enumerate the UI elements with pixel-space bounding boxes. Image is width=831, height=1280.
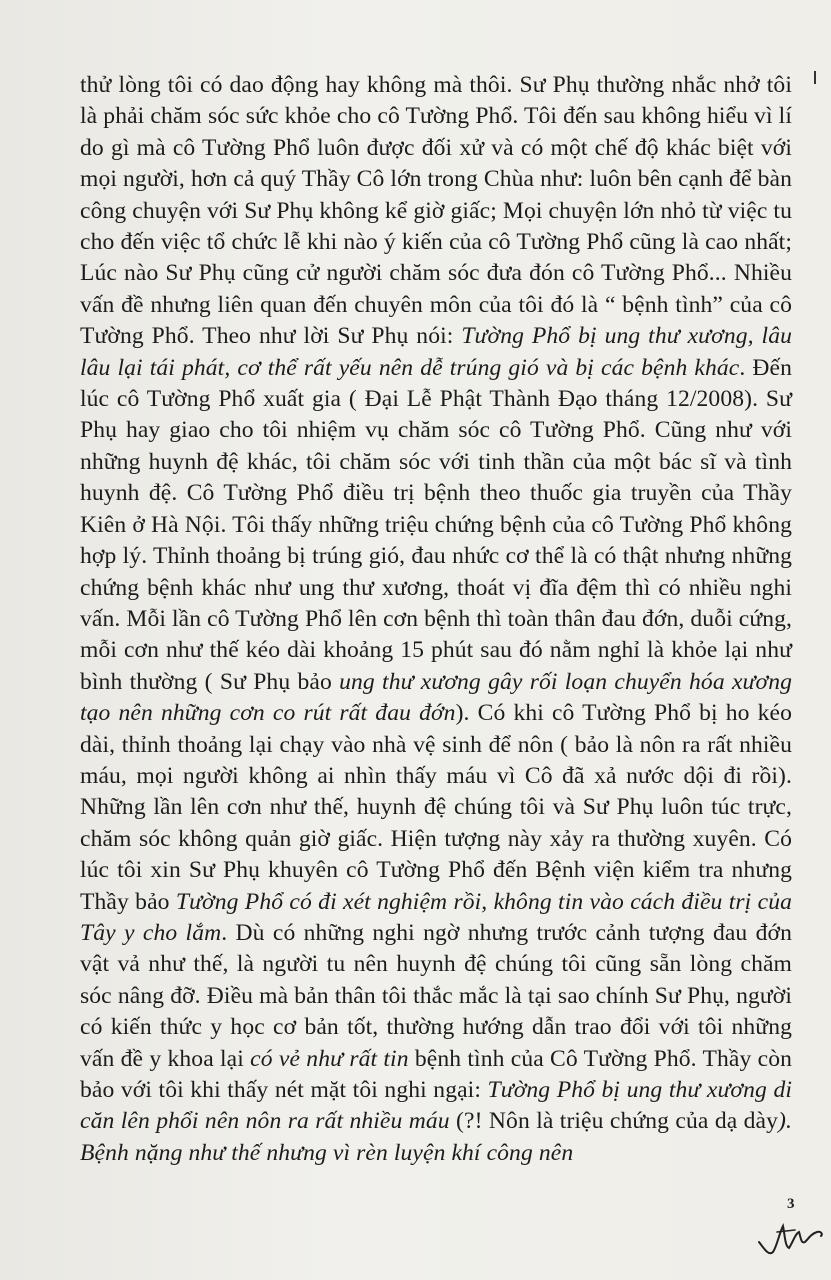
body-paragraph [80,70,792,1169]
italic-quote-6: ). Bệnh nặng như thế nhưng vì rèn luyện khí công nên [80,1108,792,1166]
text-run-2: . Đến lúc cô Tường Phổ xuất gia ( Đại Lễ Phật Thành Đạo tháng 12/2008). Sư Phụ hay giao cho tôi nhiệm vụ chăm sóc cô Tường Phổ. Cũng như với những huynh đệ khác, tôi chăm sóc với tinh thần của một bác sĩ và tình huynh đệ. Cô Tường Phổ điều trị bệnh theo thuốc gia truyền của Thầy Kiên ở Hà Nội. Tôi thấy những triệu chứng bệnh của cô Tường Phổ không hợp lý. Thỉnh thoảng bị trúng gió, đau nhức cơ thể là có thật nhưng những chứng bệnh khác như ung thư xương, thoát vị đĩa đệm thì có nhiều nghi vấn. Mỗi lần cô Tường Phổ lên cơn bệnh thì toàn thân đau đớn, duỗi cứng, mỗi cơn như thế kéo dài khoảng 15 phút sau đó nằm nghỉ là khỏe lại như bình thường ( Sư Phụ bảo [80,354,792,695]
italic-quote-1: Tường Phổ bị ung thư xương, lâu lâu lại tái phát, cơ thể rất yếu nên dễ trúng gió và bị các bệnh khác [80,323,792,381]
text-run-5: bệnh tình của Cô Tường Phổ. Thầy còn bảo với tôi khi thấy nét mặt tôi nghi ngại: [80,1045,792,1103]
italic-quote-5: Tường Phổ bị ung thư xương di căn lên phổi nên nôn ra rất nhiều máu [80,1077,792,1135]
handwritten-signature-icon [755,1212,825,1262]
text-run-3: ). Có khi cô Tường Phổ bị ho kéo dài, thỉnh thoảng lại chạy vào nhà vệ sinh để nôn ( bảo là nôn ra rất nhiều máu, mọi người không ai nhìn thấy máu vì Cô đã xả nước dội đi rồi). Những lần lên cơn như thế, huynh đệ chúng tôi và Sư Phụ luôn túc trực, chăm sóc không quản giờ giấc. Hiện tượng này xảy ra thường xuyên. Có lúc tôi xin Sư Phụ khuyên cô Tường Phổ đến Bệnh viện kiểm tra nhưng Thầy bảo [80,700,792,915]
italic-quote-2: ung thư xương gây rối loạn chuyển hóa xương tạo nên những cơn co rút rất đau đớn [80,668,792,727]
text-run-4: . Dù có những nghi ngờ nhưng trước cảnh tượng đau đớn vật vả như thế, là người tu nên huynh đệ chúng tôi cũng sẵn lòng chăm sóc nâng đỡ. Điều mà bản thân tôi thắc mắc là tại sao chính Sư Phụ, người có kiến thức y học cơ bản tốt, thường hướng dẫn trao đổi với tôi những vấn đề y khoa lại [80,919,792,1072]
italic-quote-3: Tường Phổ có đi xét nghiệm rồi, không tin vào cách điều trị của Tây y cho lắm [80,888,792,946]
text-run-6: (?! Nôn là triệu chứng của dạ dày [449,1108,779,1135]
margin-mark-icon [812,70,818,86]
italic-quote-4: có vẻ như rất tin [250,1045,409,1072]
page-number: 3 [787,1196,795,1212]
text-run-1: thử lòng tôi có dao động hay không mà thôi. Sư Phụ thường nhắc nhở tôi là phải chăm sóc sức khỏe cho cô Tường Phổ. Tôi đến sau không hiểu vì lí do gì mà cô Tường Phổ luôn được đối xử và có một chế độ khác biệt với mọi người, hơn cả quý Thầy Cô lớn trong Chùa như: luôn bên cạnh để bàn công chuyện với Sư Phụ không kể giờ giấc; Mọi chuyện lớn nhỏ từ việc tu cho đến việc tổ chức lễ khi nào ý kiến của cô Tường Phổ cũng là cao nhất; Lúc nào Sư Phụ cũng cử người chăm sóc đưa đón cô Tường Phổ... Nhiều vấn đề nhưng liên quan đến chuyên môn của tôi đó là “ bệnh tình” của cô Tường Phổ. Theo như lời Sư Phụ nói: [80,72,792,350]
body-text [80,70,792,1169]
